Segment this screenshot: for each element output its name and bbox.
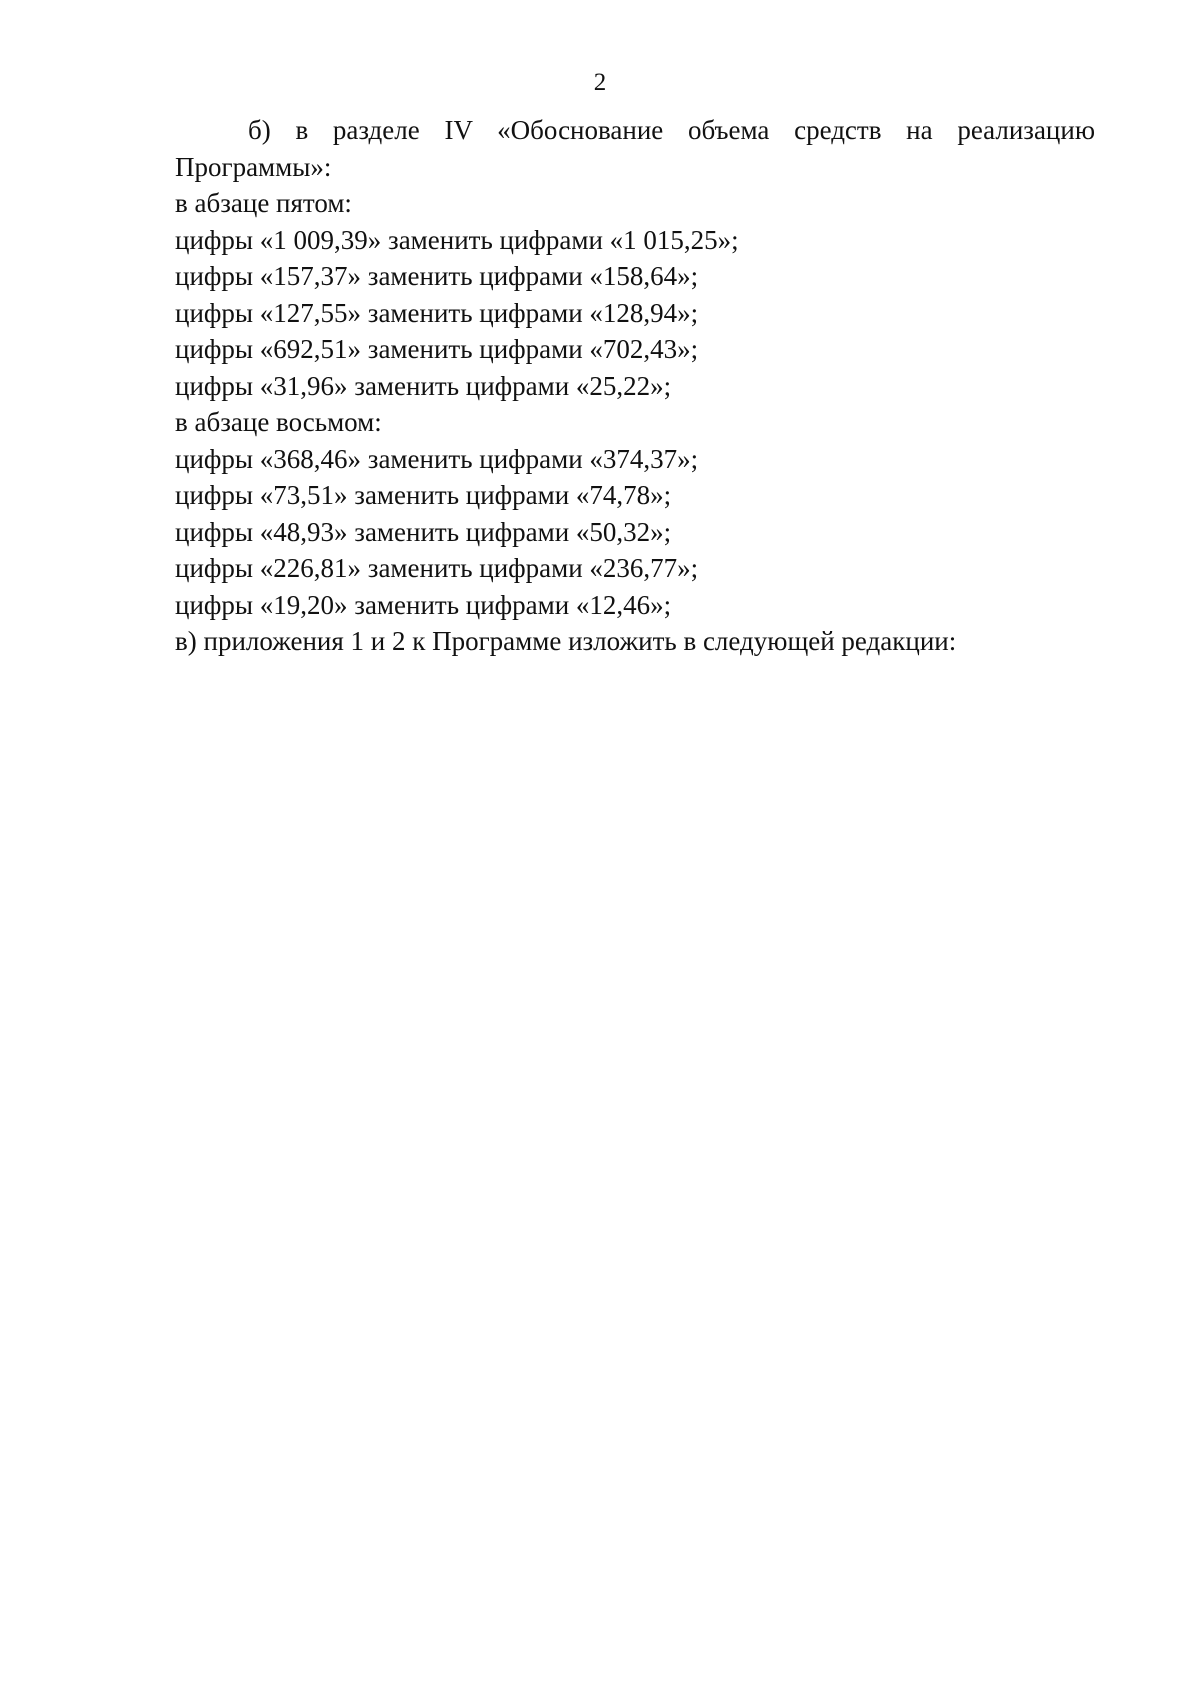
text-line: цифры «226,81» заменить цифрами «236,77»; <box>175 553 699 583</box>
text-line: в абзаце пятом: <box>175 188 352 218</box>
paragraph-section-iv: б) в разделе IV «Обоснование объема средств на реализацию Программы»: <box>175 115 1095 182</box>
text-line: цифры «19,20» заменить цифрами «12,46»; <box>175 589 672 620</box>
text-line: в абзаце восьмом: <box>175 407 382 437</box>
page-number: 2 <box>593 69 607 96</box>
text-line: цифры «31,96» заменить цифрами «25,22»; <box>175 370 672 401</box>
text-line: цифры «692,51» заменить цифрами «702,43»; <box>175 334 699 364</box>
text-line: цифры «73,51» заменить цифрами «74,78»; <box>175 480 672 510</box>
text-line: цифры «157,37» заменить цифрами «158,64»; <box>175 261 699 291</box>
text-line: цифры «48,93» заменить цифрами «50,32»; <box>175 516 672 547</box>
text-line: цифры «368,46» заменить цифрами «374,37»; <box>175 443 699 474</box>
text-line: цифры «1 009,39» заменить цифрами «1 015,25»; <box>175 224 739 255</box>
document-body <box>175 112 1095 660</box>
text-line: цифры «127,55» заменить цифрами «128,94»; <box>175 297 699 328</box>
text-line: в) приложения 1 и 2 к Программе изложить в следующей редакции: <box>175 626 957 656</box>
